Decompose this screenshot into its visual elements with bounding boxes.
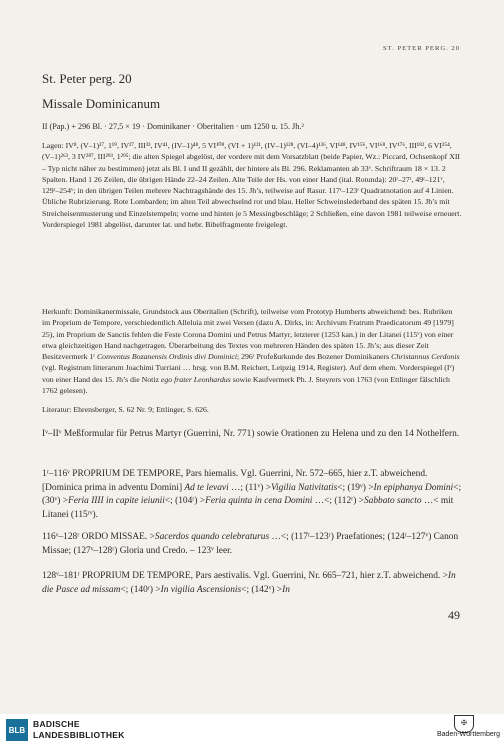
summary-line: II (Pap.) + 296 Bl. · 27,5 × 19 · Dominikaner · Oberitalien · um 1250 u. 15. Jh.²	[42, 122, 304, 131]
codicological-description: Lagen: IV⁸, (V–1)¹⁷, 1¹⁹, IV²⁷, III³³, IV⁴¹, (IV–1)⁴⁸, 5 VI¹⁰⁸, (VI + 1)¹²¹, (IV–1)¹²⁸, (VI–4)¹³⁶, VI¹⁴⁸, IV¹⁵⁶, VI¹⁶⁸, IV¹⁷⁶, III¹⁸², 6 VI²⁵⁴, (V–1)²⁶³, 3 IV²⁸⁷, III²⁹³, 1²⁹⁵; die alten Spiegel abgelöst, der vordere mit dem Vorsatzblatt (beide Papier, Wz.: Piccard, Ochsenkopf XII – Typ nicht näher zu bestimmen) jetzt als Bl. I und II gezählt, der hintere als Bl. 296. Reklamanten ab 33ᵛ. Schriftraum 18 × 13. 2 Spalten. Hand 1 26 Zeilen, die übrigen Hände 22–24 Zeilen. Alte Teile der Hs. von einer Hand (ital. Rotunda): 20ʳ–27ʳ, 49ʳ–121ᵛ, 129ʳ–254ᵛ; in den übrigen Teilen mehrere Nachtragshände des 15. Jh’s, teilweise auf Rasur. 117ʳ–123ʳ Quadratnotation auf 4 Linien. Übliche Rubrizierung. Rote Lombarden; im alten Teil abwechselnd rot und blau. Heller Schweinslederband des späten 15. Jh’s mit Streicheisenmusterung und Einzelstempeln; vorne und hinten je 5 Messingbeschläge; 2 Schließen, eine davon 1981 teilweise erneuert. Vorderspiegel 1981 abgelöst, darunter lat. und hebr. Bibelfragmente freigelegt.	[42, 141, 462, 230]
content-entry: 116ᵛ–128ʳ ORDO MISSAE. >Sacerdos quando celebraturus …<; (117ʳ–123ʳ) Praefationes; (124ʳ–127ᵛ) Canon Missae; (127ᵛ–128ʳ) Gloria und Credo. – 123ᵛ leer.	[42, 532, 459, 556]
running-head: ST. PETER PERG. 20	[382, 45, 460, 52]
literature-line: Literatur: Ehrensberger, S. 62 Nr. 9; Ettlinger, S. 626.	[42, 405, 209, 414]
manuscript-title: Missale Dominicanum	[42, 96, 161, 111]
library-name: BADISCHE LANDESBIBLIOTHEK	[33, 719, 125, 740]
blb-logo[interactable]: BLB	[6, 719, 28, 741]
provenance-paragraph: Herkunft: Dominikanermissale, Grundstock aus Oberitalien (Schrift), teilweise vom Prototyp Humberts abweichend: bes. Rubriken im Proprium de Tempore, verschiedentlich Alleluia mit zwei Versen (dazu A. Dirks, in: Archivum Fratrum Praedicatorum 49 [1979] 25), im Proprium de Sanctis fehlen die Feste Corona Domini und Petrus Martyr, letzterer (1253 kan.) in der Litanei (115ᵛ) von einer etwa gleichzeitigen Hand nachgetragen. Überarbeitung des Textes von mehreren Händen des späten 15. Jh’s; aus dieser Zeit Besitzvermerk 1ʳ Conventus Bozanensis Ordinis divi Dominici; 296ʳ Profeßurkunde des Bozener Dominikaners Christannus Cerdonis (vgl. Registrum litterarum Joachimi Turriani … hrsg. von B.M. Reichert, Leipzig 1914, Register). Auf dem ehem. Vorderspiegel (Iᵛ) von einer Hand des 15. Jh’s die Notiz ego frater Leonhardus sowie Kaufvermerk Ph. J. Steyrers von 1763 (von Ettlinger fälschlich 1762 gelesen).	[42, 307, 460, 396]
state-name: Baden-Württemberg	[436, 731, 500, 738]
content-entry: 128ᵛ–181ʳ PROPRIUM DE TEMPORE, Pars aestivalis. Vgl. Guerrini, Nr. 665–721, hier z.T. abweichend. >In die Pasce ad missam<; (140ʳ) >In vigilia Ascensionis<; (142ᵛ) >In	[42, 571, 456, 595]
coat-of-arms-icon: ✠	[454, 715, 474, 733]
content-entry: Iᵛ–IIᵛ Meßformular für Petrus Martyr (Guerrini, Nr. 771) sowie Orationen zu Helena und zu den 14 Nothelfern.	[42, 429, 460, 439]
content-entry: 1ʳ–116ᵛ PROPRIUM DE TEMPORE, Pars hiemalis. Vgl. Guerrini, Nr. 572–665, hier z.T. abweichend. [Dominica prima in adventu Domini] Ad te levavi …; (11ᵛ) >Vigilia Nativitatis<; (19ᵛ) >In epiphanya Domini<; (30ᵛ) >Feria IIII in capite ieiunii<; (104ʳ) >Feria quinta in cena Domini …<; (112ʳ) >Sabbato sancto …< mit Litanei (115ʳᵛ).	[42, 469, 462, 520]
shelfmark-heading: St. Peter perg. 20	[42, 71, 132, 86]
page-number: 49	[448, 608, 460, 622]
